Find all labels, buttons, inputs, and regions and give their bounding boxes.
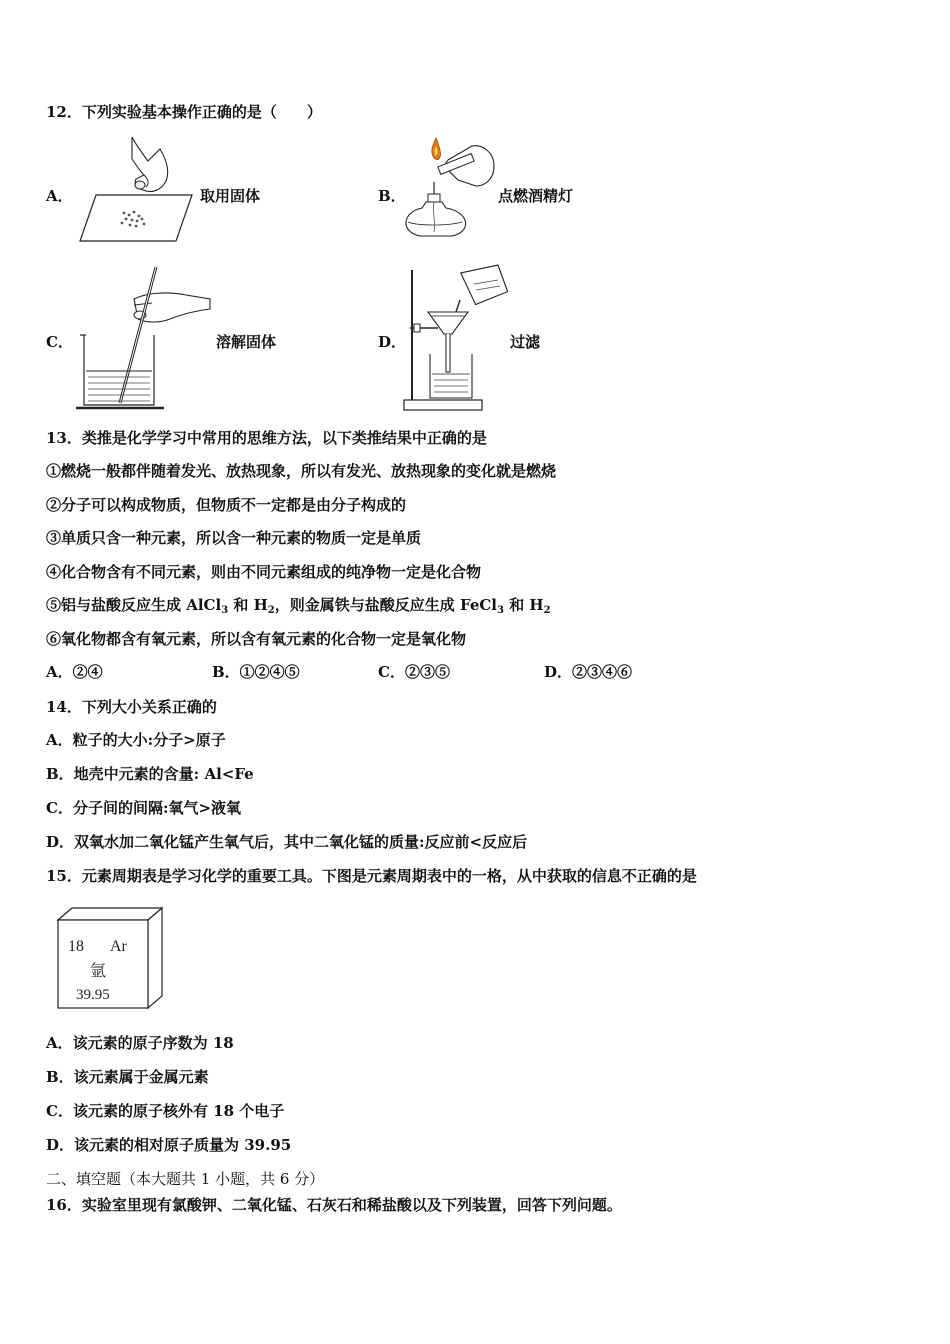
take-solid-illustration <box>74 135 200 245</box>
q12-option-c-letter: C． <box>46 333 73 351</box>
q13-statement-6: ⑥氧化物都含有氧元素，所以含有氧元素的化合物一定是氧化物 <box>46 630 467 648</box>
q12-option-b-letter: B． <box>378 187 406 205</box>
q14-choice-d: D．双氧水加二氧化锰产生氧气后，其中二氧化锰的质量:反应前<反应后 <box>46 833 528 851</box>
periodic-table-cell <box>56 906 166 1010</box>
q15-stem: 15．元素周期表是学习化学的重要工具。下图是元素周期表中的一格，从中获取的信息不正确的是 <box>46 867 697 885</box>
q12-option-d-letter: D． <box>378 333 407 351</box>
section-2-title: 二、填空题（本大题共 1 小题，共 6 分） <box>46 1170 325 1188</box>
q12-option-d-caption: 过滤 <box>510 333 541 351</box>
q15-choice-d: D．该元素的相对原子质量为 39.95 <box>46 1136 292 1154</box>
q12-option-b-caption: 点燃酒精灯 <box>498 187 574 205</box>
q13-choice-b: B．①②④⑤ <box>212 663 300 681</box>
q12-option-a-letter: A． <box>46 187 73 205</box>
element-name: 氩 <box>90 961 107 980</box>
q14-choice-c: C．分子间的间隔:氧气>液氧 <box>46 799 242 817</box>
element-atomic-mass: 39.95 <box>76 987 110 1003</box>
q13-statement-2: ②分子可以构成物质，但物质不一定都是由分子构成的 <box>46 496 407 514</box>
q14-stem: 14．下列大小关系正确的 <box>46 698 217 716</box>
dissolve-solid-illustration <box>76 265 214 411</box>
q13-choice-a: A．②④ <box>46 663 103 681</box>
q14-choice-a: A．粒子的大小:分子>原子 <box>46 731 226 749</box>
q13-statement-4: ④化合物含有不同元素，则由不同元素组成的纯净物一定是化合物 <box>46 563 482 581</box>
q12-option-a-caption: 取用固体 <box>200 187 261 205</box>
filtration-illustration <box>402 262 514 414</box>
q14-choice-b: B．地壳中元素的含量: Al<Fe <box>46 765 254 783</box>
q13-choice-d: D．②③④⑥ <box>544 663 633 681</box>
q13-statement-3: ③单质只含一种元素，所以含一种元素的物质一定是单质 <box>46 529 422 547</box>
element-symbol: Ar <box>110 938 127 955</box>
q12-option-c-caption: 溶解固体 <box>216 333 277 351</box>
q15-choice-a: A．该元素的原子序数为 18 <box>46 1034 234 1052</box>
light-alcohol-lamp-illustration <box>402 136 502 242</box>
q15-choice-c: C．该元素的原子核外有 18 个电子 <box>46 1102 285 1120</box>
element-atomic-number: 18 <box>68 938 84 955</box>
q13-statement-1: ①燃烧一般都伴随着发光、放热现象，所以有发光、放热现象的变化就是燃烧 <box>46 462 557 480</box>
q13-choice-c: C．②③⑤ <box>378 663 450 681</box>
q13-statement-5: ⑤铝与盐酸反应生成 AlCl$_3$ 和 $H_2$，则金属铁与盐酸反应生成 FeCl$_3$ 和 $H_2$ <box>46 596 551 616</box>
q12-stem: 12．下列实验基本操作正确的是（ ） <box>46 103 322 121</box>
q15-choice-b: B．该元素属于金属元素 <box>46 1068 209 1086</box>
q16-stem: 16．实验室里现有氯酸钾、二氧化锰、石灰石和稀盐酸以及下列装置，回答下列问题。 <box>46 1196 622 1214</box>
q13-stem: 13．类推是化学学习中常用的思维方法，以下类推结果中正确的是 <box>46 429 487 447</box>
